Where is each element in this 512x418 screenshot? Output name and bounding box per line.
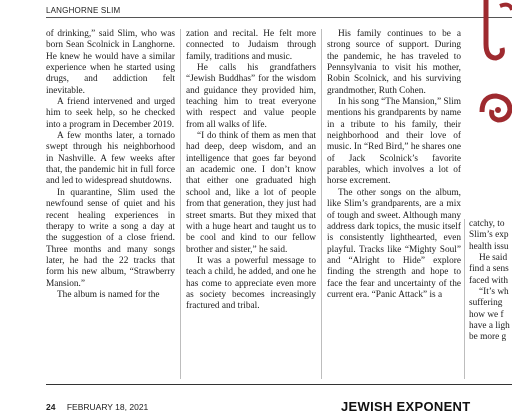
fragment-line: find a sens: [469, 264, 509, 275]
column-separator: [464, 219, 465, 379]
article-column-2: [186, 29, 316, 379]
fragment-line: Slim’s exp: [469, 230, 509, 241]
fragment-line: health issu: [469, 241, 509, 252]
fragment-line: catchy, to: [469, 219, 505, 229]
fragment-line: how we f: [469, 309, 504, 320]
fragment-line: be more g: [469, 332, 507, 343]
page-number: 24: [46, 402, 56, 412]
paragraph: He calls his grandfathers “Jewish Buddhas” for the wisdom and guidance they provided him, teaching him to treat everyone with respect and value people from all walks of life.: [186, 63, 316, 130]
adjacent-article-fragment: [469, 219, 512, 379]
footer-rule: [46, 384, 512, 385]
paragraph: It was a powerful message to teach a child, he added, and one he has come to appreciate even more as society becomes increasingly fractured and tribal.: [186, 255, 316, 312]
fragment-line: suffering: [469, 298, 503, 309]
running-head: LANGHORNE SLIM: [46, 6, 121, 15]
paragraph: A few months later, a tornado swept through his neighborhood in Nashville. A few weeks after that, the pandemic hit in full force and led to widespread shutdowns.: [46, 131, 175, 187]
column-separator: [180, 29, 181, 379]
paragraph: of drinking,” said Slim, who was born Sean Scolnick in Langhorne. He knew he would have a similar experience when he started using drugs, and addiction felt inevitable.: [46, 29, 175, 96]
paragraph: In his song “The Mansion,” Slim mentions his grandparents by name in a tribute to his family, their neighborhood and their love of music. In “Red Bird,” he shares one of Jack Scolnick’s favorite parables, which involves a lot of horse excrement.: [327, 97, 461, 187]
paragraph: The other songs on the album, like Slim’s grandparents, are a mix of tough and sweet. Although many address dark topics, the music itself is consistently lighthearted, even playful. Tracks like “Mighty Soul” and “Alright to Hide” explore finding the strength and hope to face the fear and uncertainty of the current era. “Panic Attack” is a: [327, 187, 461, 300]
fragment-line: have a ligh: [469, 321, 510, 332]
header-rule: [46, 17, 512, 18]
paragraph: His family continues to be a strong source of support. During the pandemic, he has traveled to Pennsylvania to visit his mother, Robin Scolnick, and his surviving grandmother, Ruth Cohen.: [327, 29, 461, 96]
paragraph: zation and recital. He felt more connected to Judaism through family, traditions and music.: [186, 29, 316, 62]
article-column-1: [46, 29, 175, 379]
publication-masthead: JEWISH EXPONENT: [341, 399, 471, 414]
paragraph: A friend intervened and urged him to seek help, so he checked into a program in December 2019.: [46, 97, 175, 130]
fragment-line: faced with: [469, 275, 508, 286]
fragment-line: He said: [479, 253, 508, 264]
paragraph: In quarantine, Slim used the newfound sense of quiet and his recent healing experiences in therapy to write a song a day at the suggestion of a close friend. Three months and many songs later, he had the 22 tracks that form his new album, “Strawberry Mansion.”: [46, 187, 175, 289]
pull-quote-decoration: [470, 0, 512, 140]
article-column-3: [327, 29, 461, 379]
paragraph: The album is named for the: [57, 289, 160, 300]
paragraph: “I do think of them as men that had deep, deep wisdom, and an intelligence that goes far beyond an academic one. I don’t know that either one graduated high school and, like a lot of people from that generation, they just had street smarts. But they mixed that with a huge heart and taught us to be cool and kind to our fellow brother and sister,” he said.: [186, 131, 316, 255]
issue-date: FEBRUARY 18, 2021: [66, 402, 149, 412]
column-separator: [321, 29, 322, 379]
page-folio: [46, 402, 148, 412]
fragment-line: “It’s wh: [479, 287, 509, 298]
